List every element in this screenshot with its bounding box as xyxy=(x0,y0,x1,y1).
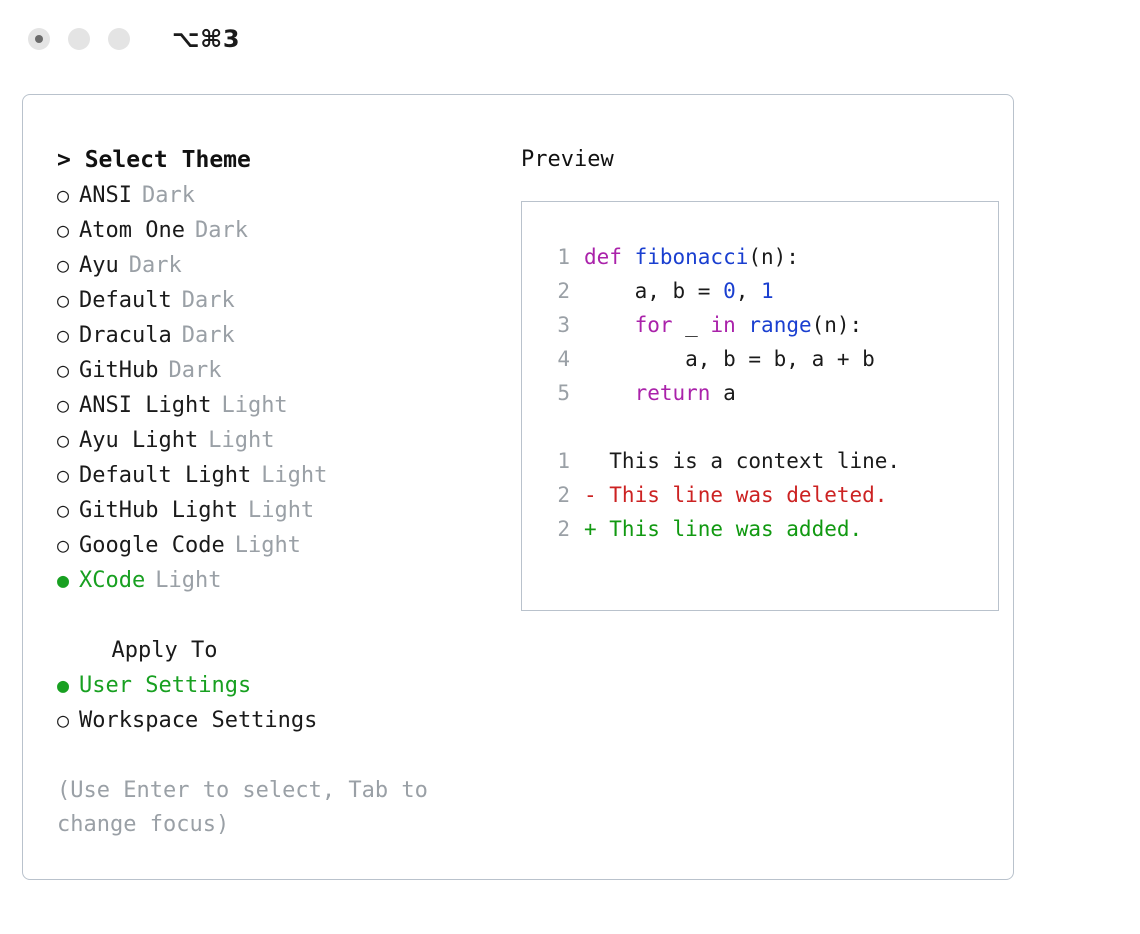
theme-option-label: GitHub Light xyxy=(79,498,238,523)
radio-icon: ○ xyxy=(57,358,70,382)
apply-to-option-workspace-settings[interactable] xyxy=(57,703,499,738)
code-line xyxy=(544,342,998,376)
line-number: 1 xyxy=(557,449,570,473)
code-line xyxy=(544,376,998,410)
theme-option-variant: Dark xyxy=(168,358,222,383)
theme-option-label: Google Code xyxy=(79,533,225,558)
theme-option-label: GitHub xyxy=(79,358,159,383)
preview-heading: Preview xyxy=(521,147,614,172)
line-number: 2 xyxy=(557,483,570,507)
code-token: in xyxy=(710,313,736,337)
main-panel xyxy=(22,94,1014,880)
theme-option-label: ANSI xyxy=(79,183,132,208)
theme-option-label: Dracula xyxy=(79,323,172,348)
code-line xyxy=(544,240,998,274)
code-token: 0 xyxy=(723,279,736,303)
theme-option-ansi-light[interactable] xyxy=(57,388,499,423)
theme-option-variant: Dark xyxy=(128,253,182,278)
theme-option-label: ANSI Light xyxy=(79,393,212,418)
code-token xyxy=(584,376,635,410)
theme-option-variant: Dark xyxy=(181,323,235,348)
theme-option-label: Ayu Light xyxy=(79,428,199,453)
apply-to-option-label: User Settings xyxy=(79,673,252,698)
section-spacer xyxy=(57,598,499,634)
radio-icon: ○ xyxy=(57,498,70,522)
theme-option-ayu-dark[interactable] xyxy=(57,248,499,283)
diff-line-deleted xyxy=(544,478,998,512)
theme-option-variant: Light xyxy=(247,498,315,523)
radio-icon: ○ xyxy=(57,218,70,242)
line-number: 4 xyxy=(557,347,570,371)
code-token: range xyxy=(748,313,812,337)
radio-icon: ○ xyxy=(57,323,70,347)
code-token: 1 xyxy=(761,279,774,303)
diff-line-added xyxy=(544,512,998,546)
theme-option-ansi-dark[interactable] xyxy=(57,178,499,213)
theme-option-dracula-dark[interactable] xyxy=(57,318,499,353)
theme-option-default-dark[interactable] xyxy=(57,283,499,318)
theme-option-variant: Light xyxy=(221,393,288,418)
theme-option-variant: Dark xyxy=(181,288,235,313)
diff-text: This is a context line. xyxy=(584,449,901,473)
theme-option-github-light[interactable] xyxy=(57,493,499,528)
line-number: 5 xyxy=(557,381,570,405)
theme-option-atom-one-dark[interactable] xyxy=(57,213,499,248)
code-token: a, b = xyxy=(584,279,724,303)
radio-icon: ○ xyxy=(57,428,70,452)
window-close-dot[interactable] xyxy=(28,28,50,50)
title-bar xyxy=(0,0,1140,78)
radio-selected-icon: ● xyxy=(57,673,70,697)
radio-icon: ○ xyxy=(57,393,70,417)
theme-option-label: Default Light xyxy=(79,463,252,488)
theme-picker-column xyxy=(39,143,499,842)
code-token xyxy=(736,308,749,342)
theme-option-label: Ayu xyxy=(79,253,119,278)
theme-option-variant: Light xyxy=(261,463,328,488)
diff-text: + This line was added. xyxy=(584,517,863,541)
theme-option-variant: Light xyxy=(234,533,301,558)
window-minimize-dot[interactable] xyxy=(68,28,90,50)
theme-option-variant: Dark xyxy=(194,218,248,243)
theme-option-variant: Light xyxy=(155,568,222,593)
theme-option-ayu-light[interactable] xyxy=(57,423,499,458)
line-number: 2 xyxy=(557,517,570,541)
code-token: def xyxy=(584,245,635,269)
theme-option-variant: Dark xyxy=(141,183,195,208)
radio-icon: ○ xyxy=(57,533,70,557)
preview-gap xyxy=(544,410,998,444)
theme-option-label: Default xyxy=(79,288,172,313)
code-line xyxy=(544,274,998,308)
code-token: fibonacci xyxy=(634,245,749,269)
theme-option-google-code[interactable] xyxy=(57,528,499,563)
theme-option-variant: Light xyxy=(208,428,275,453)
line-number: 3 xyxy=(557,313,570,337)
select-theme-heading: > Select Theme xyxy=(57,147,251,173)
window-maximize-dot[interactable] xyxy=(108,28,130,50)
code-line xyxy=(544,308,998,342)
preview-box xyxy=(521,201,999,611)
code-token: (n): xyxy=(748,245,799,269)
code-token: , xyxy=(735,279,762,303)
code-token: a, b = b, a + b xyxy=(584,347,875,371)
radio-icon: ○ xyxy=(57,183,70,207)
code-token: return xyxy=(634,381,711,405)
line-number: 1 xyxy=(557,245,570,269)
diff-line-context xyxy=(544,444,998,478)
theme-option-label: XCode xyxy=(79,568,146,593)
line-number: 2 xyxy=(557,279,570,303)
theme-option-xcode-light[interactable] xyxy=(57,563,499,598)
code-token: (n): xyxy=(811,313,863,337)
theme-option-github-dark[interactable] xyxy=(57,353,499,388)
preview-column xyxy=(499,143,1013,842)
radio-icon: ○ xyxy=(57,708,70,732)
code-token xyxy=(584,308,635,342)
theme-option-default-light[interactable] xyxy=(57,458,499,493)
keyboard-hint: (Use Enter to select, Tab to change focus) xyxy=(57,778,442,837)
code-token: _ xyxy=(672,313,711,337)
theme-option-label: Atom One xyxy=(79,218,185,243)
code-token: for xyxy=(634,313,673,337)
radio-selected-icon: ● xyxy=(57,568,70,592)
radio-icon: ○ xyxy=(57,463,70,487)
keyboard-shortcut-label: ⌥⌘3 xyxy=(172,25,241,53)
apply-to-heading: Apply To xyxy=(85,638,218,663)
diff-text: - This line was deleted. xyxy=(584,483,888,507)
code-token: a xyxy=(710,381,736,405)
radio-icon: ○ xyxy=(57,288,70,312)
apply-to-option-label: Workspace Settings xyxy=(79,708,318,733)
apply-to-option-user-settings[interactable] xyxy=(57,668,499,703)
radio-icon: ○ xyxy=(57,253,70,277)
